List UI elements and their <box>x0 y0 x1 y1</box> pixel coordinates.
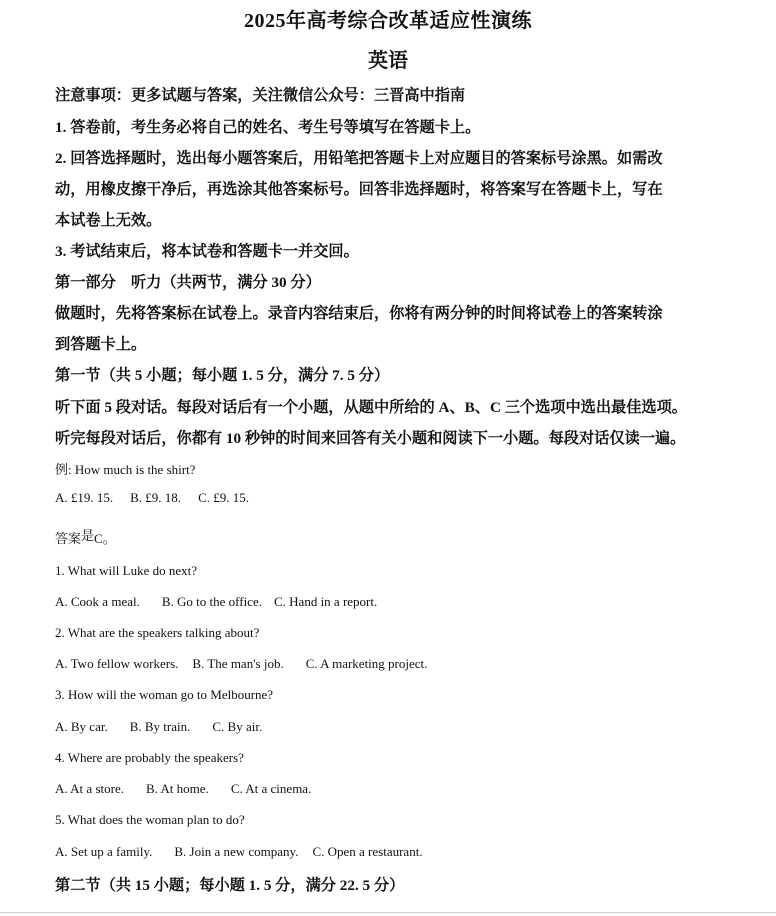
option-c: C. By air. <box>212 719 263 734</box>
instruction-line: 本试卷上无效。 <box>55 212 162 229</box>
question-3: 3. How will the woman go to Melbourne? <box>55 687 274 702</box>
instruction-line: 动，用橡皮擦干净后，再选涂其他答案标号。回答非选择题时，将答案写在答题卡上，写在 <box>55 181 663 198</box>
question-2-options <box>55 656 427 672</box>
subject-title: 英语 <box>368 50 408 72</box>
part1-heading: 第一部分 听力（共两节，满分 30 分） <box>55 274 321 291</box>
option-c: C. £9. 15. <box>198 490 249 505</box>
option-b: B. £9. 18. <box>130 490 182 505</box>
option-b: B. By train. <box>129 719 191 734</box>
page-bottom-divider <box>0 912 776 913</box>
section2-heading: 第二节（共 15 小题；每小题 1. 5 分，满分 22. 5 分） <box>55 877 405 894</box>
example-question: 例: How much is the shirt? <box>55 462 196 477</box>
option-c: C. At a cinema. <box>230 781 312 796</box>
instruction-line: 1. 答卷前，考生务必将自己的姓名、考生号等填写在答题卡上。 <box>55 119 481 136</box>
option-a: A. Two fellow workers. <box>55 656 179 671</box>
option-b: B. At home. <box>145 781 209 796</box>
question-3-options <box>55 719 262 735</box>
instruction-line: 3. 考试结束后，将本试卷和答题卡一并交回。 <box>55 243 359 260</box>
option-c: C. A marketing project. <box>305 656 428 671</box>
question-5: 5. What does the woman plan to do? <box>55 812 245 827</box>
section1-description: 听完每段对话后，你都有 10 秒钟的时间来回答有关小题和阅读下一小题。每段对话仅读一遍。 <box>55 430 686 447</box>
instruction-line: 2. 回答选择题时，选出每小题答案后，用铅笔把答题卡上对应题目的答案标号涂黑。如需改 <box>55 150 663 167</box>
example-options <box>55 490 249 506</box>
answer-prefix: 答案 <box>55 531 82 546</box>
notice-heading: 注意事项：更多试题与答案，关注微信公众号：三晋高中指南 <box>55 87 466 104</box>
option-c: C. Hand in a report. <box>273 594 378 609</box>
example-answer <box>55 528 116 547</box>
section1-description: 听下面 5 段对话。每段对话后有一个小题，从题中所给的 A、B、C 三个选项中选出最佳选项。 <box>55 399 687 416</box>
part1-description: 到答题卡上。 <box>55 336 147 353</box>
option-a: A. £19. 15. <box>55 490 114 505</box>
part1-description: 做题时，先将答案标在试卷上。录音内容结束后，你将有两分钟的时间将试卷上的答案转涂 <box>55 305 663 322</box>
option-b: B. Go to the office. <box>161 594 262 609</box>
answer-sup: 是 <box>81 528 95 543</box>
section1-heading: 第一节（共 5 小题；每小题 1. 5 分，满分 7. 5 分） <box>55 367 390 384</box>
option-a: A. Cook a meal. <box>55 594 140 609</box>
option-b: B. The man's job. <box>192 656 284 671</box>
question-4: 4. Where are probably the speakers? <box>55 750 244 765</box>
question-2: 2. What are the speakers talking about? <box>55 625 260 640</box>
option-a: A. By car. <box>55 719 108 734</box>
option-a: A. At a store. <box>55 781 124 796</box>
option-a: A. Set up a family. <box>55 844 153 859</box>
answer-value: C。 <box>94 531 116 546</box>
page-title: 2025年高考综合改革适应性演练 <box>244 10 532 32</box>
question-1-options <box>55 594 377 610</box>
option-c: C. Open a restaurant. <box>312 844 423 859</box>
question-5-options <box>55 844 423 860</box>
question-4-options <box>55 781 311 797</box>
question-1: 1. What will Luke do next? <box>55 563 198 578</box>
option-b: B. Join a new company. <box>174 844 299 859</box>
